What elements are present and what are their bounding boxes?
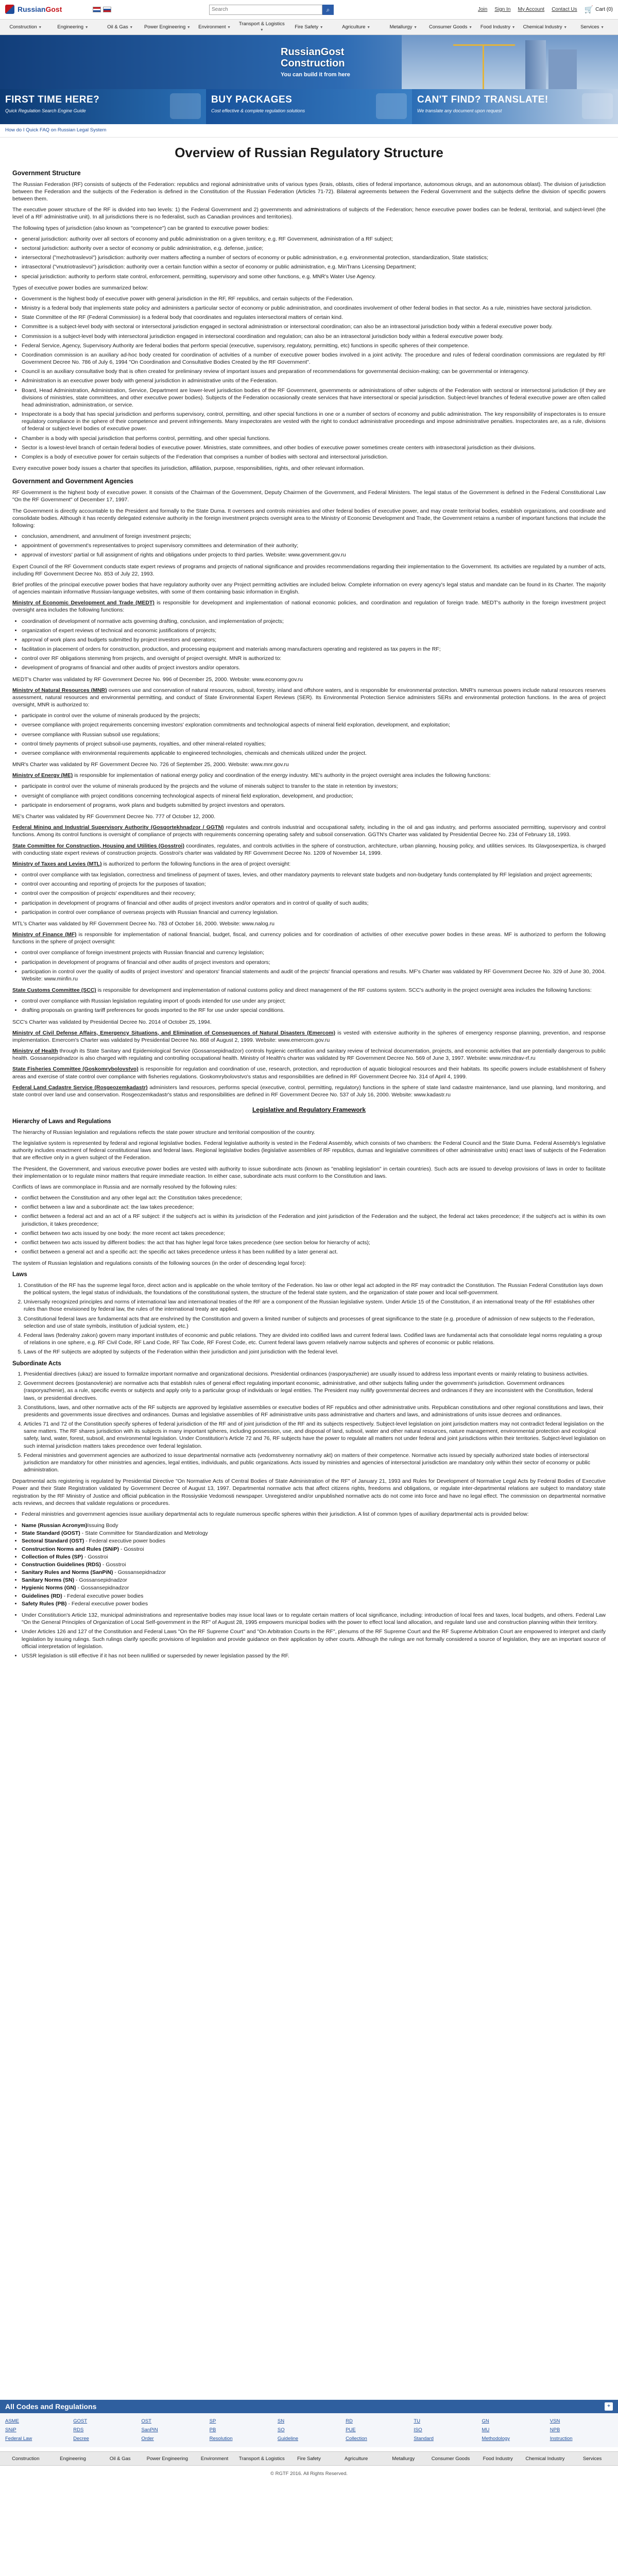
nav-item-services[interactable]: Services ▼ [580,24,605,30]
agency-entry: Ministry of Energy (ME) is responsible for implementation of national energy policy and coordination of the energy industry. ME's authority in the project oversight area includes the following functions: [12,772,491,779]
list-item: • oversight of compliance with project conditions concerning technological aspects of mineral field exploration, development, and production; [22,792,606,800]
subordinate-acts-list [24,1370,606,1473]
nav-item-construction[interactable]: Construction ▼ [9,24,42,30]
subsection-heading: Subordinate Acts [12,1360,61,1367]
list-item: • control over accounting and reporting of projects for the purposes of taxation; [22,880,606,888]
paragraph: RF Government is the highest body of executive power. It consists of the Chairman of the Government, Deputy Chairmen of the Government, and Federal Ministers. The legal status of the Government is defined in the Federal Constitutional Law "On the RF Government" of December 17, 1997. [12,489,606,503]
agency-entry: Ministry of Taxes and Levies (MTL) is authorized to perform the following functions in the area of project oversight: [12,860,291,867]
list-item: • Administration is an executive power body with general jurisdiction in administrative units of the Federation. [22,377,606,384]
breadcrumb-link[interactable]: How do I Quick FAQ on Russian Legal System [5,127,107,133]
list-item: • Collection of Rules (SP) - Gosstroi [22,1553,606,1561]
agency-functions-list [22,618,606,672]
agency-name: Ministry of Taxes and Levies (MTL) [12,860,102,867]
list-item: • appointment of government's representatives to project supervisory committees and determination of their authority; [22,542,606,549]
paragraph: Brief profiles of the principal executive power bodies that have regulatory authority over any Project permitting activities are included below. Complete information on every agency's legal status and mandate can be found in its Charter. The majority of agencies maintain informative Russian-language websites, with some of them containing basic information in English. [12,581,606,596]
standards-list [22,1522,606,1607]
list-item: • State Standard (GOST) - State Committee for Standardization and Metrology [22,1530,606,1537]
list-item: 3. Constitutional federal laws are fundamental acts that are enshrined by the Constitution and govern a limited number of subjects and processes of great significance to the state (e.g. procedure of admission of new subjects to the Federation, selection and use of state symbols, institution of judicial system, etc.) [24,1315,606,1330]
footer-code-link[interactable]: ASME [5,2418,19,2424]
agency-name: Ministry of Finance (MF) [12,931,77,938]
breadcrumb [0,124,618,138]
list-item: • general jurisdiction: authority over all sectors of economy and public administration on a given territory, e.g. RF Government, administration of a RF subject; [22,235,606,243]
footer-code-link[interactable]: Standard [414,2435,434,2442]
promo-title: CAN'T FIND? TRANSLATE! [417,94,548,105]
paragraph: Every executive power body issues a charter that specifies its jurisdiction, affiliation, purpose, responsibilities, rights, and other relevant information. [12,465,365,472]
search-icon[interactable]: ⌕ [322,5,334,15]
section-heading: Government Structure [12,169,81,177]
footer-code-link[interactable]: PB [209,2427,216,2433]
copyright: © RGTF 2016. All Rights Reserved. [270,2471,348,2477]
language-switcher [93,7,111,12]
top-bar [0,0,618,20]
promo-subtitle: Cost effective & complete regulation solutions [211,108,305,113]
list-item: 3. Constitutions, laws, and other normative acts of the RF subjects are approved by legislative assemblies or executive bodies of RF republics and other administrative units. Republican constitutions and other regional constitutions and laws, their presidents and governments issue directives and ordinances. Dumas and legislative assemblies of RF administrative units pass administrative and charters and laws, and administrations of units issue decrees and ordinances. [24,1404,606,1418]
footer-code-link[interactable]: PUE [346,2427,356,2433]
list-item: 1. Constitution of the RF has the supreme legal force, direct action and is applicable on the whole territory of the Federation. No law or other legal act adopted in the RF may contradict the Constitution. The Russian Federal Constitution lays down the political system, the legal status of individuals, the foundations of the constitutional system, the structure of the federal state system, and the organization of state power and local self-government. [24,1282,606,1296]
footer-code-link[interactable]: Methodology [482,2435,510,2442]
paragraph: The executive power structure of the RF is divided into two levels: 1) the Federal Government and 2) governments and administrations of subjects of the Federation; hence executive power bodies can be federal, territorial, and subject-level (the level of a RF administrative unit). In all jurisdictions there is no federalist, such as Canadian provinces and territories). [12,207,606,221]
chevron-down-icon: ▼ [511,25,516,29]
footer-codes-grid [0,2413,618,2447]
list-item: • participation in development of programs of financial and other audits of project investors and/or operators and in control of quality of such audits; [22,900,606,907]
list-item: • oversee compliance with environmental requirements applicable to engineered technologies, chemicals and chemicals utilized under the project. [22,750,606,757]
footer-code-link[interactable]: ISO [414,2427,422,2433]
footer-code-link[interactable]: Instruction [550,2435,573,2442]
list-item: • USSR legislation is still effective if it has not been nullified or superseded by newer legislation passed by the RF. [22,1652,606,1659]
footer-nav [0,2451,618,2466]
subsection-heading: Laws [12,1272,27,1278]
list-item: • participate in endorsement of programs, work plans and budgets submitted by project investors and operators. [22,802,606,809]
footer-nav-item[interactable]: Food Industry [483,2455,513,2462]
list-item: • Coordination commission is an auxiliary ad-hoc body created for coordination of activities of a number of executive power bodies involved in a joint activity. The procedure and rules of federal coordination commissions are regulated by RF Government Decree No. 786 of July 6, 1994 "On Coordination and Consultative Bodies Created by the RF Government". [22,351,606,366]
chevron-down-icon: ▼ [319,25,323,29]
nav-item-oil-gas[interactable]: Oil & Gas ▼ [107,24,133,30]
chevron-down-icon: ▼ [600,25,605,29]
list-item: 4. Federal laws (federalny zakon) govern many important institutes of economic and public relations. They are divided into codified laws and current federal laws. Codified laws are fundamental acts that consolidate legal norms regulating a group of relations in one sphere, e.g. RF Civil Code, RF Land Code, RF Tax Code, RF Forest Code, etc. Current federal laws govern relatively narrow subjects and spheres of economic or public relations. [24,1332,606,1346]
banner-building-graphic [548,49,577,89]
footer [0,2400,618,2478]
list-item: • conflict between two acts issued by different bodies: the act that has higher legal force takes precedence (see section below for hierarchy of acts); [22,1239,606,1246]
list-item: • special jurisdiction: authority to perform state control, enforcement, permitting, supervisory and some other functions, e.g. MNR's Water Use Agency. [22,273,606,280]
agency-functions-list [22,949,606,982]
list-item: • Under Constitution's Article 132, municipal administrations and representative bodies may issue local laws or to regulate certain matters of local significance, including: introduction of local fees and taxes, local budgets, and others. Federal Law "On the General Principles of Organization of Local Self-government in the RF" of August 28, 1995 empowers municipal bodies with the power to effect local land allocation, and regulate land use and construction planning within their territory. [22,1612,606,1626]
list-item: • control over the composition of projects' expenditures and their recovery; [22,890,606,897]
my-account-link[interactable]: My Account [518,6,545,12]
paragraph: MEDT's Charter was validated by RF Government Decree No. 996 of December 25, 2000. Website: www.economy.gov.ru [12,676,303,683]
closing-list [22,1612,606,1659]
subsection-heading: Hierarchy of Laws and Regulations [12,1118,111,1125]
sign-in-link[interactable]: Sign In [494,6,511,12]
footer-nav-item[interactable]: Power Engineering [146,2455,188,2462]
list-item: • Council is an auxiliary consultative body that is often created for preliminary review of important issues and preparation of recommendations for governmental decision-making; can be governmental or interagency. [22,368,606,375]
list-item: • oversee compliance with Russian subsoil use regulations; [22,731,606,738]
laptop-icon [170,93,201,119]
agency-functions-list [22,997,606,1014]
join-link[interactable]: Join [477,6,488,12]
chevron-down-icon: ▼ [38,25,42,29]
promo-title: FIRST TIME HERE? [5,94,100,105]
list-item: • Government is the highest body of executive power with general jurisdiction in the RF, RF republics, and certain subjects of the Federation. [22,295,606,302]
footer-code-link[interactable]: RD [346,2418,353,2424]
list-item: • Name (Russian Acronym)Issuing Body [22,1522,606,1529]
list-item: • conflict between two acts issued by one body: the more recent act takes precedence; [22,1230,606,1237]
site-logo[interactable] [5,5,82,14]
agency-entry: Ministry of Civil Defense Affairs, Emergency Situations, and Elimination of Consequences of Natural Disasters (Emercom) is vested with extensive authority in the spheres of emergency response planning, prevention, and response implementation. Emercom's Charter was validated by Presidential Decree No. 868 of August 2, 1999. Website: www.emercom.gov.ru [12,1029,606,1043]
agency-name: Federal Land Cadastre Service (Rosgeozemkadastr) [12,1084,148,1091]
footer-nav-item[interactable]: Oil & Gas [109,2455,131,2462]
paragraph: Types of executive power bodies are summarized below: [12,284,148,291]
list-item: 2. Universally recognized principles and norms of international law and international treaties of the RF are a component of the Russian legislative system. Under Article 15 of the Constitution, if an international treaty of the RF establishes other rules than those envisioned by federal law, the rules of the international treaty are applied. [24,1298,606,1313]
list-item: 5. Federal ministries and government agencies are authorized to issue departmental normative acts (vedomstvenny normativny akt) on matters of their competence. Normative acts issued by specially authorized state bodies of intersectoral jurisdiction are mandatory for other ministries and agencies, legal entities, individuals, and public organizations. Acts issued by ministries and agencies of intersectoral jurisdiction are mandatory only within their sector of economy or public administration. [24,1452,606,1474]
nav-item-engineering[interactable]: Engineering ▼ [57,24,89,30]
nav-item-chemical-industry[interactable]: Chemical Industry ▼ [523,24,568,30]
nav-item-environment[interactable]: Environment ▼ [198,24,231,30]
promo-strip [0,89,618,124]
nav-item-transport[interactable]: Transport & Logistics ▼ [238,21,285,32]
list-item: • Sectoral Standard (OST) - Federal executive power bodies [22,1537,606,1545]
cart-label: Cart (0) [595,6,613,12]
paragraph: The Government is directly accountable to the President and formally to the State Duma. It oversees and controls ministries and other federal bodies of executive power, and may create territorial bodies, establish organizations, and coordinate and consolidate bodies. Although it has recently delegated extensive authority in the foreign investment projects oversight area to the Ministry of Economic Development and Trade, the Government retains a number of important functions that include the following: [12,507,606,529]
list-item: • conflict between the Constitution and any other legal act: the Constitution takes precedence; [22,1194,606,1201]
agency-entry: Ministry of Finance (MF) is responsible for implementation of national financial, budget, fiscal, and currency policies and for coordination of activities of other executive power bodies in these areas. MF is authorized to perform the following functions in the sphere of project oversight: [12,931,606,945]
agency-functions-list [22,871,606,916]
agency-name: Ministry of Energy (ME) [12,772,73,779]
logo-text: RussianGost [18,5,62,14]
agency-name: State Customs Committee (SCC) [12,987,96,994]
list-item: • participate in control over the volume of minerals produced by the projects and the volume of minerals subject to transfer to the state in retention by investors; [22,783,606,790]
search-input[interactable] [209,5,322,15]
list-item: • Commission is a subject-level body with intersectoral jurisdiction engaged in intersectoral coordination and regulation; can also be an intrasectoral jurisdiction body within a federal executive power body. [22,333,606,340]
chevron-down-icon: ▼ [84,25,89,29]
expand-icon[interactable]: + [605,2402,613,2411]
chevron-down-icon: ▼ [563,25,568,29]
list-item: • organization of expert reviews of technical and economic justifications of projects; [22,627,606,634]
paragraph: The President, the Government, and various executive power bodies are vested with authority to issue subordinate acts (known as "enabling legislation" in certain countries). Such acts are issued to develop provisions of laws in order to facilitate their implementation or to regulate minor matters that require immediate reaction. In either case, subordinate acts must conform to the Constitution and laws. [12,1165,606,1179]
banner-subtitle: You can build it from here [281,72,350,78]
nav-item-power-engineering[interactable]: Power Engineering ▼ [144,24,191,30]
paragraph: ME's Charter was validated by RF Government Decree No. 777 of October 12, 2000. [12,814,216,820]
footer-nav-item[interactable]: Services [582,2455,602,2462]
agency-entry: Ministry of Health through its State Sanitary and Epidemiological Service (Gossansepidnadzor) controls hygienic certification and sanitary review of technical documentation, projects, and economic activities that are potentially dangerous to public health. Gossansepidnadzor is also charged with regulating and controlling occupational health. Ministry of Health's charter was validated by RF Government Decree No. 569 of June 3, 1997. Website: www.minzdrav-rf.ru [12,1048,606,1062]
list-item: • conclusion, amendment, and annulment of foreign investment projects; [22,533,606,540]
agency-entry: State Customs Committee (SCC) is responsible for development and implementation of national customs policy and direct management of the RF customs system. SCC's authority in the project oversight area includes the following functions: [12,987,592,994]
list-item: • Federal Service, Agency, Supervisory Authority are federal bodies that perform special (executive, supervisory, regulatory, permitting, etc) functions in specific spheres of their competence. [22,342,606,349]
list-item: • intersectoral ("mezhotraslevoi") jurisdiction: authority over matters affecting a number of sectors of economy or public administration, e.g. environmental protection, standardization, State statistics; [22,254,606,261]
russian-flag-icon[interactable] [103,7,111,12]
paragraph: The legislative system is represented by federal and regional legislative bodies. Federal legislative authority is vested in the Federal Assembly, which consists of two chambers: the Federal Council and the State Duma. Federal Assembly's legislative authority includes enactment of federal constitutional laws and federal laws. Regional legislative bodies (legislative assemblies of RF republics, dumas and legislative committees of other administrative units) enact laws of subjects of the Federation that are effective only in a given subject of the Federation. [12,1140,606,1161]
list-item: • Sector is a lowest-level branch of certain federal bodies of executive power. Ministries, state committees, and other bodies of executive power sometimes create centers with intrasectoral jurisdiction as their divisions. [22,444,606,451]
article-body [0,169,618,1659]
body-types-list [22,295,606,461]
agency-entry: Federal Mining and Industrial Supervisory Authority (Gosgortekhnadzor / GGTN) regulates and controls industrial and occupational safety, including in the oil and gas industry, and performs associated permitting, supervisory and control functions. Among its control functions is oversight of compliance of projects with requirements concerning operating safety and subsoil conservation. GGTN's Charter was validated by Presidential Decree No. 234 of February 18, 1993. [12,824,606,838]
list-item: • Construction Norms and Rules (SNiP) - Gosstroi [22,1546,606,1553]
list-item: • conflict between a law and a subordinate act: the law takes precedence; [22,1204,606,1211]
list-item: • control over compliance of foreign investment projects with Russian financial and currency legislation; [22,949,606,956]
agency-entry: Ministry of Natural Resources (MNR) oversees use and conservation of natural resources, subsoil, forestry, inland and offshore waters, and is responsible for environmental protection. MNR's numerous powers include natural resources reserves assessment, natural resources and environmental permitting, and conduct of State Environmental Expert Reviews (SER). Its Environmental Protection Service administers SERs and environmental protection functions. In the area of project oversight, MNR is authorized to: [12,687,606,708]
standards-list-intro [22,1511,606,1518]
list-item: • control over RF obligations stemming from projects, and oversight of project oversight. MNR is authorized to: [22,655,606,662]
footer-code-link[interactable]: SN [277,2418,285,2424]
footer-code-link[interactable]: MU [482,2427,490,2433]
footer-code-link[interactable]: VSN [550,2418,560,2424]
list-item: • participation in control over the quality of audits of project investors' and operators' financial statements and audit of the projects' financial operations and results. MF's Charter was validated by RF Government Decree No. 329 of June 30, 2004. Website: www.minfin.ru [22,968,606,982]
chevron-down-icon: ▼ [469,25,473,29]
banner-city-image [402,35,618,89]
list-item: • participate in control over the volume of minerals produced by the projects; [22,712,606,719]
list-item: • approval of investors' partial or full assignment of rights and obligations under projects to third parties. Website: www.government.gov.ru [22,551,606,558]
list-item: 4. Articles 71 and 72 of the Constitution specify spheres of federal jurisdiction of the RF and of joint jurisdiction of the RF and its subjects respectively. Subject-level legislation on joint jurisdiction matters may not contradict federal legislation on the same matters. The RF shares jurisdiction with its subjects in many important spheres, including possession, use, and disposal of land, subsoil, water and other natural resources, nature management, environmental protection and ecological safety, land, water, forest, subsoil, and environmental legislation. Under Constitution's Article 72 and 76, RF subjects have the power to regulate all matters not under federal and joint jurisdictions within their territories. Subject-level legislation on such internal jurisdiction matters takes precedence over federal legislation. [24,1420,606,1450]
cart-button[interactable] [585,5,613,14]
footer-codes-header[interactable] [0,2400,618,2413]
footer-heading: All Codes and Regulations [5,2402,97,2411]
main-nav [0,20,618,35]
list-item: • Committee is a subject-level body with sectoral or intersectoral jurisdiction engaged in sectoral administration or intersectoral coordination; can also be an intrasectoral jurisdiction body within a federal executive power body. [22,323,606,330]
list-item: • Guidelines (RD) - Federal executive power bodies [22,1592,606,1600]
footer-nav-item[interactable]: Transport & Logistics [238,2455,285,2462]
paragraph: Expert Council of the RF Government conducts state expert reviews of programs and projects of national significance and provides recommendations regarding their implementation to the Government. Its activities are regulated by a number of acts, including RF Government Decree No. 853 of July 22, 1993. [12,563,606,577]
footer-code-link[interactable]: Collection [346,2435,367,2442]
nav-item-fire-safety[interactable]: Fire Safety ▼ [295,24,323,30]
paragraph: The Russian Federation (RF) consists of subjects of the Federation: republics and regional administrative units of various types (krais, oblasts, cities of federal importance, autonomous okrugs, and an autonomous oblast). The division of jurisdiction between the Federation and the subjects of the Federation is defined in the Constitution of the Russian Federation (Articles 71-72). Bilateral agreements between the Federal Government and the subjects define the division of specific powers between them. [12,181,606,202]
agency-entry: State Committee for Construction, Housing and Utilities (Gosstroi) coordinates, regulates, and controls activities in the sphere of construction, architecture, urban planning, housing policy, and utilities services. Its Glavgosexpertiza, is charged with conducting state expert reviews of construction projects. Gosstroi's charter was validated by RF Government Decree No. 1209 of November 14, 1999. [12,842,606,856]
hero-banner[interactable] [0,35,618,89]
agency-name: State Fisheries Committee (Goskomrybolovstvo) [12,1066,139,1073]
jurisdiction-list [22,235,606,280]
agency-name: State Committee for Construction, Housing and Utilities (Gosstroi) [12,842,184,849]
list-item: • Complex is a body of executive power for certain subjects of the Federation that comprises a number of bodies with sectoral and intersectoral jurisdiction. [22,453,606,461]
agency-entry: Federal Land Cadastre Service (Rosgeozemkadastr) administers land resources, performs special (executive, control, permitting, regulatory) functions in the sphere of state land cadastre maintenance, land use planning, land monitoring, and state control over land use and conservation. Rosgeozemkadastr's status and responsibilities are defined in RF Government Decree No. 537 of July 16, 2000. Website: www.kadastr.ru [12,1084,606,1098]
footer-code-link[interactable]: OST [141,2418,151,2424]
footer-code-link[interactable]: NPB [550,2427,560,2433]
agency-entry: Ministry of Economic Development and Trade (MEDT) is responsible for development and implementation of national economic policies, and coordination and regulation of foreign trade. MEDT's authority in the foreign investment project oversight area includes the following functions: [12,600,606,614]
conflicts-list [22,1194,606,1256]
chevron-down-icon: ▼ [260,28,264,32]
nav-item-metallurgy[interactable]: Metallurgy ▼ [389,24,418,30]
footer-code-link[interactable]: SanPiN [141,2427,158,2433]
list-item: • Ministry is a federal body that implements state policy and administers a particular sector of economy or public administration, and coordinates involvement of other federal bodies in that sector. As a rule, ministries have sectoral jurisdiction. [22,304,606,312]
list-item: • participation in control over compliance of overseas projects with Russian financial and currency legislation. [22,909,606,916]
footer-nav-item[interactable]: Chemical Industry [525,2455,565,2462]
page-title: Overview of Russian Regulatory Structure [175,144,443,160]
promo-subtitle: We translate any document upon request [417,108,502,113]
agency-entry: State Fisheries Committee (Goskomrybolovstvo) is responsible for regulation and coordination of use, research, protection, and reproduction of aquatic biological resources and their habitats. Its specific powers include establishment of fishery areas and exercise of state control over compliance with fisheries regulations. Goskomrybolovstvo's status and responsibilities are defined in RF Government Decree No. 314 of April 4, 1999. [12,1066,606,1080]
footer-code-link[interactable]: GN [482,2418,489,2424]
list-item: • oversee compliance with project requirements concerning investors' exploration commitments and technological aspects of mineral field exploration, development, and exploitation; [22,721,606,728]
section-heading: Government and Government Agencies [12,478,134,485]
list-item: • Sanitary Norms (SN) - Gossansepidnadzor [22,1577,606,1584]
footer-code-link[interactable]: Federal Law [5,2435,32,2442]
contact-us-link[interactable]: Contact Us [552,6,577,12]
footer-code-link[interactable]: GOST [73,2418,88,2424]
promo-subtitle: Quick Regulation Search Engine Guide [5,108,86,113]
chevron-down-icon: ▼ [129,25,133,29]
list-item: • Inspectorate is a body that has special jurisdiction and performs supervisory, control, permitting, and other special functions in one or a number of sectors of economy and public administration. The key responsibility of inspectorates is to ensure regulatory compliance in the sphere of their competence and prevent infringements. Many inspectorates are vested with the right to conduct administrative proceedings and impose administrative penalties. Inspectorates are, as a rule, divisions of federal or subject-level bodies of executive power. [22,411,606,433]
footer-code-link[interactable]: SNiP [5,2427,16,2433]
chevron-down-icon: ▼ [186,25,191,29]
paragraph: The hierarchy of Russian legislation and regulations reflects the state power structure and territorial composition of the country. [12,1129,316,1136]
nav-item-agriculture[interactable]: Agriculture ▼ [342,24,371,30]
agency-name: Ministry of Economic Development and Trade (MEDT) [12,600,154,606]
list-item: • intrasectoral ("vnutriotraslevoi") jurisdiction: authority over a certain function within a sector of economy or public administration, e.g. MinTrans Licensing Department; [22,263,606,270]
list-item: 2. Government decrees (postanovlenie) are normative acts that establish rules of general effect regulating important economic, administrative, and other subjects falling under the government's jurisdiction. Government ordinances (rasporyazhenie), as a rule, specific events or subjects and apply only to a particular group of individuals or legal entities. The President may nullify governmental decrees and ordinances if they are inconsistent with the Constitution, federal laws, or presidential directives. [24,1380,606,1402]
paragraph: The following types of jurisdiction (also known as "competence") can be granted to executive power bodies: [12,225,269,231]
paragraph: The system of Russian legislation and regulations consists of the following sources (in the order of descending legal force): [12,1260,306,1267]
list-item: • conflict between a general act and a specific act: the specific act takes precedence unless it has been nullified by a later general act. [22,1248,606,1256]
list-item: • State Committee of the RF (Federal Commission) is a federal body that coordinates and regulates intersectoral matters of certain kind. [22,314,606,321]
list-item: • Board, Head Administration, Administration, Service, Department are lower-level jurisdiction bodies of the RF Government, governments or administrations of other subjects of the Federation with sectoral or intersectoral jurisdiction (if they are divisions of ministries, state committees, and other executive power bodies). Subjects of the Federation occasionally create services that have intersectoral or special jurisdiction. Subject-level branches of federal executive power are often called head administration, administration, or service. [22,387,606,409]
footer-code-link[interactable]: Resolution [209,2435,233,2442]
promo-buy-packages[interactable] [206,89,412,124]
chevron-down-icon: ▼ [227,25,231,29]
list-item: • facilitation in placement of orders for construction, production, and processing equipment and materials among manufacturers operating and registered as tax payers in the RF; [22,646,606,653]
paragraph: SCC's Charter was validated by Presidential Decree No. 2014 of October 25, 1994. [12,1019,212,1025]
footer-nav-item[interactable]: Fire Safety [297,2455,321,2462]
paragraph: Departmental acts registering is regulated by Presidential Directive "On Normative Acts of Central Bodies of State Administration of the RF" of January 21, 1993 and Rules for Development of Normative Legal Acts by Federal Bodies of Executive Power and their State Registration validated by Government Decree of August 13, 1997. Departmental normative acts that affect citizens rights, freedoms and obligations, or regulate inter-departmental relations are subject to mandatory state registration by the RF Ministry of Justice and official publication in the Rossiyskie Vedomosti newspaper. Unregistered and/or unpublished normative acts do not come into force and have no legal effect. The commission on departmental normative acts reviews, and decrees that validate regulations or procedures. [12,1478,606,1506]
chevron-down-icon: ▼ [367,25,371,29]
promo-translate[interactable] [412,89,618,124]
footer-code-link[interactable]: RDS [73,2427,84,2433]
agency-name: Ministry of Natural Resources (MNR) [12,687,107,693]
list-item: • Federal ministries and government agencies issue auxiliary departmental acts to regulate numerous specific spheres within their jurisdiction. A list of common types of auxiliary departmental acts is provided below: [22,1511,606,1518]
banner-crane-graphic [483,44,484,89]
promo-title: BUY PACKAGES [211,94,293,105]
list-item: • drafting proposals on granting tariff preferences for goods imported to the RF for use under special conditions. [22,1007,606,1014]
list-item: 5. Laws of the RF subjects are adopted by subjects of the Federation within their jurisdiction and joint jurisdiction with the federal level. [24,1348,606,1355]
footer-code-link[interactable]: Order [141,2435,154,2442]
banner-building-graphic [525,40,546,89]
laws-list [24,1282,606,1356]
list-item: • approval of work plans and budgets submitted by project investors and operators; [22,636,606,643]
promo-first-time[interactable] [0,89,206,124]
footer-nav-item[interactable]: Agriculture [344,2455,368,2462]
list-item: • Under Articles 126 and 127 of the Constitution and Federal Laws "On the RF Supreme Court" and "On Arbitration Courts in the RF", plenums of the RF Supreme Court and the RF Supreme Arbitration Court are empowered to interpret and clarify legislation by issuing rulings. Such rulings clarify specific provisions of legislation and provide guidance on their application by other courts. Although the rulings are not formally considered a source of legislation, they are an important source of official interpretation of legislation. [22,1628,606,1650]
banner-title: RussianGost Construction [281,46,345,69]
english-flag-icon[interactable] [93,7,101,12]
list-item: • development of programs of financial and other audits of project investors and/or operators. [22,664,606,671]
paragraph: Conflicts of laws are commonplace in Russia and are normally resolved by the following rules: [12,1183,237,1190]
nav-item-consumer-goods[interactable]: Consumer Goods ▼ [429,24,473,30]
footer-nav-item[interactable]: Consumer Goods [431,2455,470,2462]
footer-code-link[interactable]: Guideline [277,2435,299,2442]
chevron-down-icon: ▼ [414,25,418,29]
nav-item-food-industry[interactable]: Food Industry ▼ [480,24,516,30]
section-heading: Legislative and Regulatory Framework [252,1106,366,1114]
package-icon [376,93,407,119]
footer-code-link[interactable]: SO [277,2427,285,2433]
functions-list [22,533,606,559]
list-item: 1. Presidential directives (ukaz) are issued to formalize important normative and organizational decisions. Presidential ordinances (rasporyazhenie) are usually issued to address less important events or mainly relating to business activities. [24,1370,606,1378]
translate-icon [582,93,613,119]
agency-functions-list [22,712,606,757]
account-links [478,6,577,13]
list-item: • Sanitary Rules and Norms (SanPiN) - Gossansepidnadzor [22,1569,606,1576]
footer-code-link[interactable]: Decree [73,2435,89,2442]
list-item: • Hygienic Norms (GN) - Gossansepidnadzor [22,1584,606,1591]
footer-nav-item[interactable]: Engineering [60,2455,86,2462]
footer-nav-item[interactable]: Environment [200,2455,229,2462]
footer-nav-item[interactable]: Metallurgy [392,2455,415,2462]
list-item: • control over compliance with tax legislation, correctness and timeliness of payment of taxes, levies, and other mandatory payments to relevant state budgets and non-budgetary funds contemplated by RF legislation and project agreements; [22,871,606,878]
list-item: • conflict between a federal act and an act of a RF subject: if the subject's act is within its jurisdiction of the Federation and joint jurisdiction of the Federation and the subject, the federal act takes precedence; if the subject's act is within its own jurisdiction, it takes precedence; [22,1213,606,1227]
list-item: • participation in development of programs of financial and other audits of project investors and operators; [22,959,606,966]
list-item: • coordination of development of normative acts governing drafting, conclusion, and implementation of projects; [22,618,606,625]
banner-crane-graphic [453,44,515,46]
list-item: • control timely payments of project subsoil-use payments, royalties, and other mineral-related royalties; [22,740,606,748]
list-item: • control over compliance with Russian legislation regulating import of goods intended for use under any project; [22,997,606,1005]
list-item: • Safety Rules (PB) - Federal executive power bodies [22,1600,606,1607]
search-bar [209,5,334,15]
footer-code-link[interactable]: SP [209,2418,216,2424]
list-item: • sectoral jurisdiction: authority over a sector of economy or public administration, e.g. defense, justice; [22,245,606,252]
cart-icon: 🛒 [584,5,594,14]
footer-nav-item[interactable]: Construction [12,2455,40,2462]
agency-name: Ministry of Health [12,1048,58,1055]
list-item: • Construction Guidelines (RDS) - Gosstroi [22,1561,606,1568]
agency-name: Ministry of Civil Defense Affairs, Emergency Situations, and Elimination of Consequences of Natural Disasters (Emercom) [12,1029,335,1036]
footer-code-link[interactable]: TU [414,2418,420,2424]
list-item: • Chamber is a body with special jurisdiction that performs control, permitting, and other special functions. [22,435,606,442]
paragraph: MTL's Charter was validated by RF Government Decree No. 783 of October 16, 2000. Website: www.nalog.ru [12,920,274,927]
agency-functions-list [22,783,606,809]
agency-name: Federal Mining and Industrial Supervisory Authority (Gosgortekhnadzor / GGTN) [12,824,224,831]
paragraph: MNR's Charter was validated by RF Government Decree No. 726 of September 25, 2000. Website: www.mnr.gov.ru [12,761,289,768]
logo-icon [5,5,14,14]
